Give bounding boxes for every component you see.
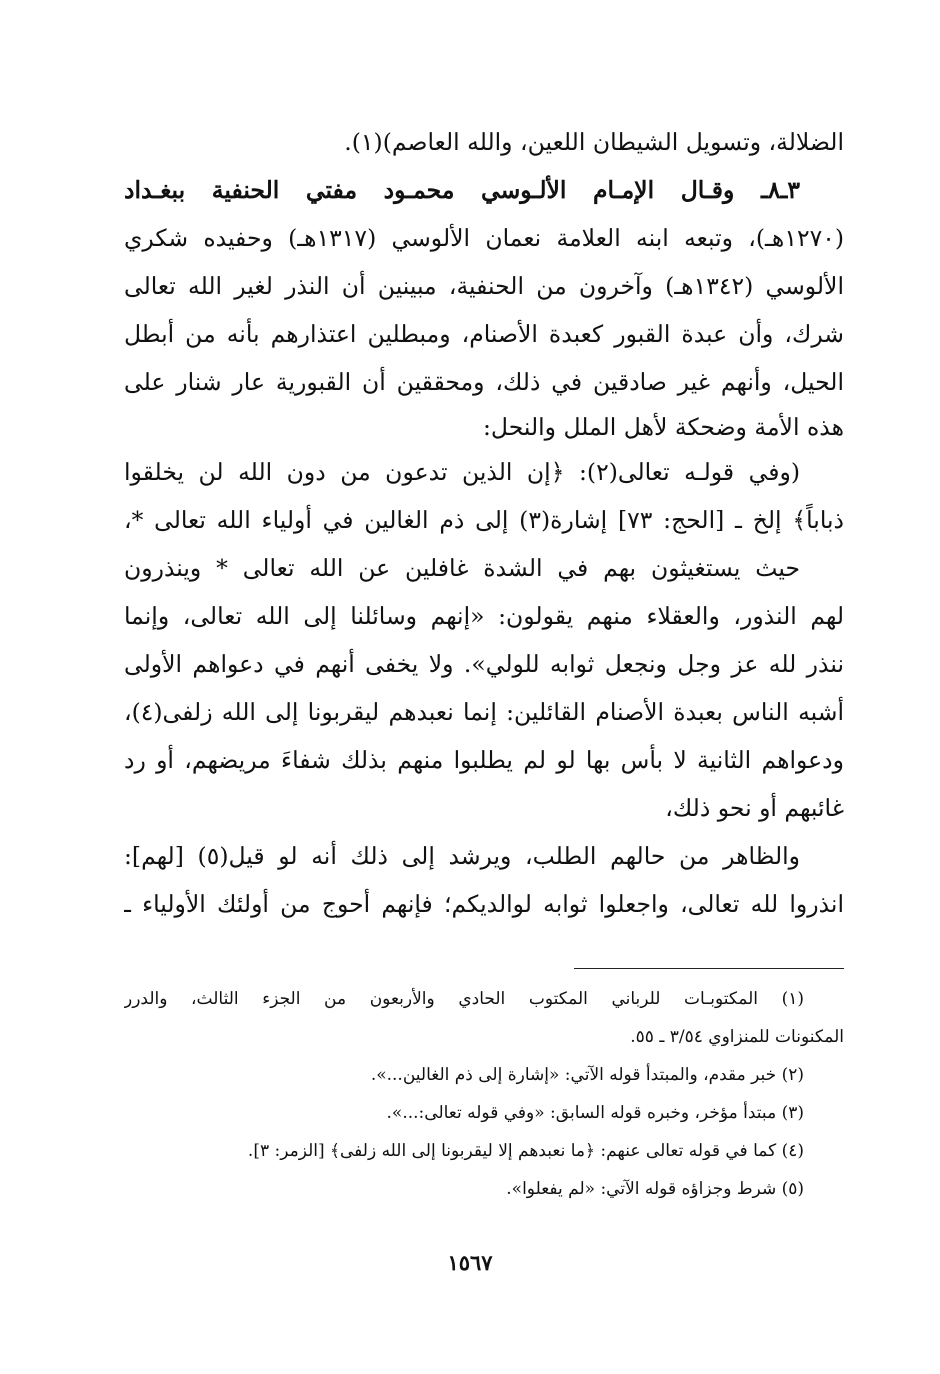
text-line: الضلالة، وتسويل الشيطان اللعين، والله العاصم)(١). — [344, 128, 844, 156]
text-line: هذه الأمة وضحكة لأهل الملل والنحل: — [482, 413, 844, 441]
text-line: حيث يستغيثون بهم في الشدة غافلين عن الله تعالى * وينذرون — [124, 554, 800, 582]
text-line: الألوسي (١٣٤٢هـ) وآخرون من الحنفية، مبينين أن النذر لغير الله تعالى — [124, 272, 844, 300]
text-line: والظاهر من حالهم الطلب، ويرشد إلى ذلك أنه لو قيل(٥) [لهم]: — [124, 842, 800, 870]
footnote-1-continued: المكنونات للمنزاوي ٣/٥٤ ـ ٥٥. — [630, 1027, 844, 1047]
text-line: الحيل، وأنهم غير صادقين في ذلك، ومحققين أن القبورية عار شنار على — [124, 368, 844, 396]
text-line: لهم النذور، والعقلاء منهم يقولون: «إنهم وسائلنا إلى الله تعالى، وإنما — [124, 602, 844, 630]
footnote-5: (٥) شرط وجزاؤه قوله الآتي: «لم يفعلوا». — [506, 1179, 804, 1199]
footnote-divider — [574, 968, 844, 969]
text-line: انذروا لله تعالى، واجعلوا ثوابه لوالديكم؛ فإنهم أحوج من أولئك الأولياء ـ — [124, 890, 844, 918]
page-number: ١٥٦٧ — [447, 1250, 493, 1275]
footnotes — [124, 980, 844, 1208]
text-line: ننذر لله عز وجل ونجعل ثوابه للولي». ولا يخفى أنهم في دعواهم الأولى — [124, 650, 844, 678]
quote-line: ذباباً﴾ إلخ ـ [الحج: ٧٣] إشارة(٣) إلى ذم الغالين في أولياء الله تعالى *، — [124, 506, 844, 534]
main-text — [124, 118, 844, 928]
text-line: شرك، وأن عبدة القبور كعبدة الأصنام، ومبطلين اعتذارهم بأنه من أبطل — [124, 320, 844, 348]
footnote-4: (٤) كما في قوله تعالى عنهم: ﴿ما نعبدهم إلا ليقربونا إلى الله زلفى﴾ [الزمر: ٣]. — [247, 1141, 804, 1161]
text-line: ودعواهم الثانية لا بأس بها لو لم يطلبوا منهم بذلك شفاءَ مريضهم، أو رد — [124, 746, 844, 774]
text-line: غائبهم أو نحو ذلك، — [665, 794, 844, 822]
footnote-1: (١) المكتوبـات للرباني المكتوب الحادي والأربعون من الجزء الثالث، والدرر — [124, 989, 804, 1009]
footnote-3: (٣) مبتدأ مؤخر، وخبره قوله السابق: «وفي قوله تعالى:...». — [386, 1103, 804, 1123]
quote-line: (وفي قولـه تعالى(٢): ﴿إن الذين تدعون من دون الله لن يخلقوا — [124, 458, 801, 486]
section-heading-line: ٣ـ٨ـ وقـال الإمـام الألـوسي محمـود مفتي الحنفية ببغـداد — [124, 176, 800, 204]
text-line: (١٢٧٠هـ)، وتبعه ابنه العلامة نعمان الألوسي (١٣١٧هـ) وحفيده شكري — [124, 224, 844, 252]
footnote-2: (٢) خبر مقدم، والمبتدأ قوله الآتي: «إشارة إلى ذم الغالين...». — [370, 1065, 804, 1085]
text-line: أشبه الناس بعبدة الأصنام القائلين: إنما نعبدهم ليقربونا إلى الله زلفى(٤)، — [124, 698, 844, 726]
